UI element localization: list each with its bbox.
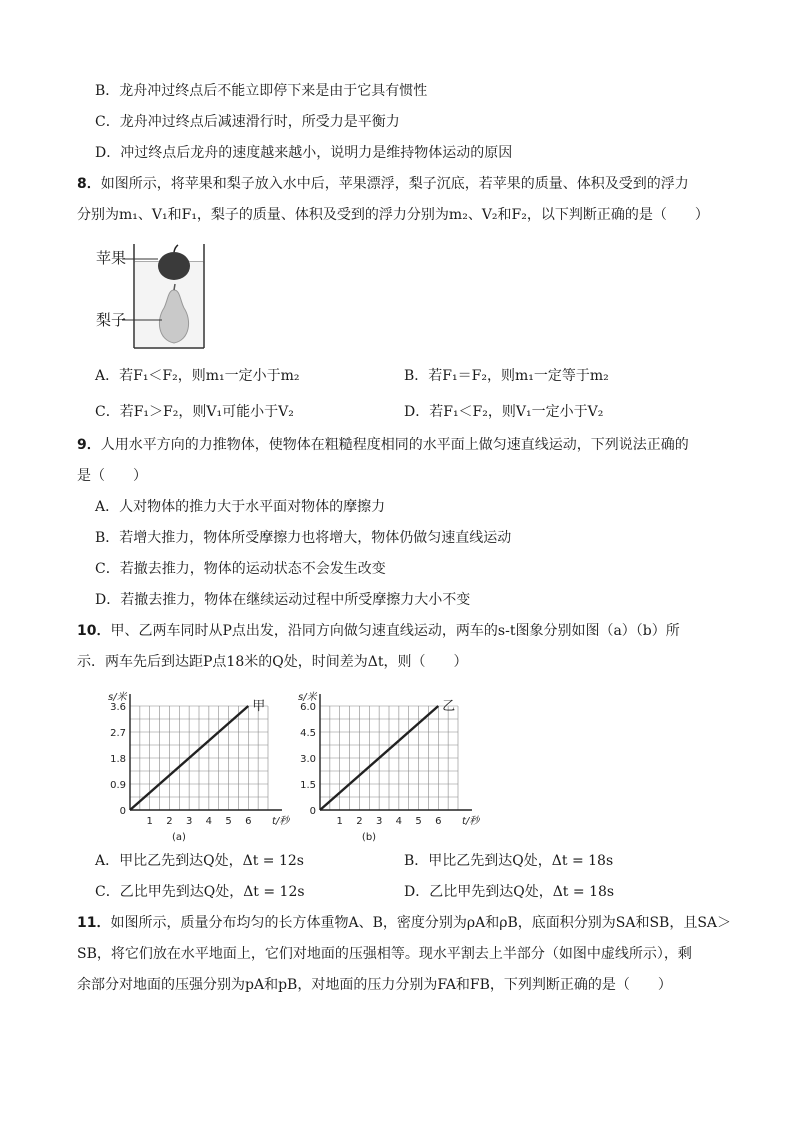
q8-stem-line2: 分别为m₁、V₁和F₁，梨子的质量、体积及受到的浮力分别为m₂、V₂和F₂，以下判断正确的是（ ）: [77, 207, 709, 223]
q10-option-b: B．甲比乙先到达Q处，Δt = 18s: [404, 853, 614, 869]
y-axis-label: s/米: [298, 692, 317, 703]
q8-option-d: D．若F₁＜F₂，则V₁一定小于V₂: [404, 404, 604, 420]
x-tick-label: 5: [225, 816, 232, 827]
y-axis-label: s/米: [108, 692, 127, 703]
chart-caption: (b): [361, 832, 377, 843]
q9-number: 9．: [77, 437, 101, 453]
q10-option-a: A．甲比乙先到达Q处，Δt = 12s: [95, 853, 304, 869]
x-axis-label: t/秒: [462, 816, 480, 827]
y-tick-label: 0: [119, 806, 126, 817]
y-tick-label: 6.0: [300, 702, 316, 713]
q11-number: 11．: [77, 915, 111, 931]
q11-stem-line2: SB，将它们放在水平地面上，它们对地面的压强相等。现水平割去上半部分（如图中虚线所示），剩: [77, 946, 692, 962]
q8-option-a: A．若F₁＜F₂，则m₁一定小于m₂: [95, 368, 300, 384]
x-tick-label: 6: [435, 816, 442, 827]
x-tick-label: 3: [185, 816, 193, 827]
x-tick-label: 3: [375, 816, 383, 827]
x-tick-label: 1: [146, 816, 153, 827]
q7-option-d: D．冲过终点后龙舟的速度越来越小，说明力是维持物体运动的原因: [95, 145, 513, 161]
y-tick-label: 3.0: [300, 754, 316, 765]
q10-stem-line1: 10．甲、乙两车同时从P点出发，沿同方向做匀速直线运动，两车的s-t图象分别如图（a）（b）所: [77, 623, 680, 639]
apple-shape: [158, 252, 190, 280]
y-tick-label: 1.5: [300, 780, 316, 791]
q9-stem-line1: 9．人用水平方向的力推物体，使物体在粗糙程度相同的水平面上做匀速直线运动，下列说法正确的: [77, 437, 689, 453]
x-tick-label: 4: [395, 816, 403, 827]
series-label: 乙: [442, 699, 456, 714]
q8-option-b: B．若F₁＝F₂，则m₁一定等于m₂: [404, 368, 609, 384]
q8-number: 8．: [77, 176, 101, 192]
x-tick-label: 4: [205, 816, 213, 827]
y-tick-label: 1.8: [110, 754, 126, 765]
q9-option-c: C．若撤去推力，物体的运动状态不会发生改变: [95, 561, 386, 577]
series-label: 甲: [252, 699, 266, 714]
q10-number: 10．: [77, 623, 111, 639]
y-tick-label: 2.7: [110, 728, 126, 739]
apple-label: 苹果: [96, 249, 127, 267]
q7-option-b: B．龙舟冲过终点后不能立即停下来是由于它具有惯性: [95, 83, 428, 99]
q10-stem-line2: 示．两车先后到达距P点18米的Q处，时间差为Δt，则（ ）: [77, 654, 468, 670]
x-tick-label: 2: [166, 816, 173, 827]
y-tick-label: 0.9: [110, 780, 126, 791]
q8-option-c: C．若F₁＞F₂，则V₁可能小于V₂: [95, 404, 294, 420]
q8-stem-line1: 8．如图所示，将苹果和梨子放入水中后，苹果漂浮，梨子沉底，若苹果的质量、体积及受到的浮力: [77, 176, 689, 192]
y-tick-label: 0: [309, 806, 316, 817]
y-tick-label: 4.5: [300, 728, 316, 739]
q9-stem-line2: 是（ ）: [77, 468, 147, 484]
q10-option-d: D．乙比甲先到达Q处，Δt = 18s: [404, 884, 615, 900]
x-tick-label: 2: [356, 816, 363, 827]
q9-option-a: A．人对物体的推力大于水平面对物体的摩擦力: [95, 499, 386, 515]
q11-stem-line3: 余部分对地面的压强分别为pA和pB，对地面的压力分别为FA和FB，下列判断正确的是（ ）: [77, 977, 672, 993]
chart-a: [100, 684, 290, 844]
pear-label: 梨子: [96, 311, 127, 329]
q9-option-b: B．若增大推力，物体所受摩擦力也将增大，物体仍做匀速直线运动: [95, 530, 512, 546]
q9-option-d: D．若撤去推力，物体在继续运动过程中所受摩擦力大小不变: [95, 592, 471, 608]
q7-option-c: C．龙舟冲过终点后减速滑行时，所受力是平衡力: [95, 114, 400, 130]
x-tick-label: 1: [336, 816, 343, 827]
x-tick-label: 5: [415, 816, 422, 827]
chart-caption: (a): [172, 832, 186, 843]
x-axis-label: t/秒: [272, 816, 290, 827]
q10-option-c: C．乙比甲先到达Q处，Δt = 12s: [95, 884, 305, 900]
chart-b: [290, 684, 480, 844]
q11-stem-line1: 11．如图所示，质量分布均匀的长方体重物A、B，密度分别为ρA和ρB，底面积分别为SA和SB，且SA＞: [77, 915, 732, 931]
x-tick-label: 6: [245, 816, 252, 827]
y-tick-label: 3.6: [110, 702, 126, 713]
q8-figure: [92, 240, 222, 356]
